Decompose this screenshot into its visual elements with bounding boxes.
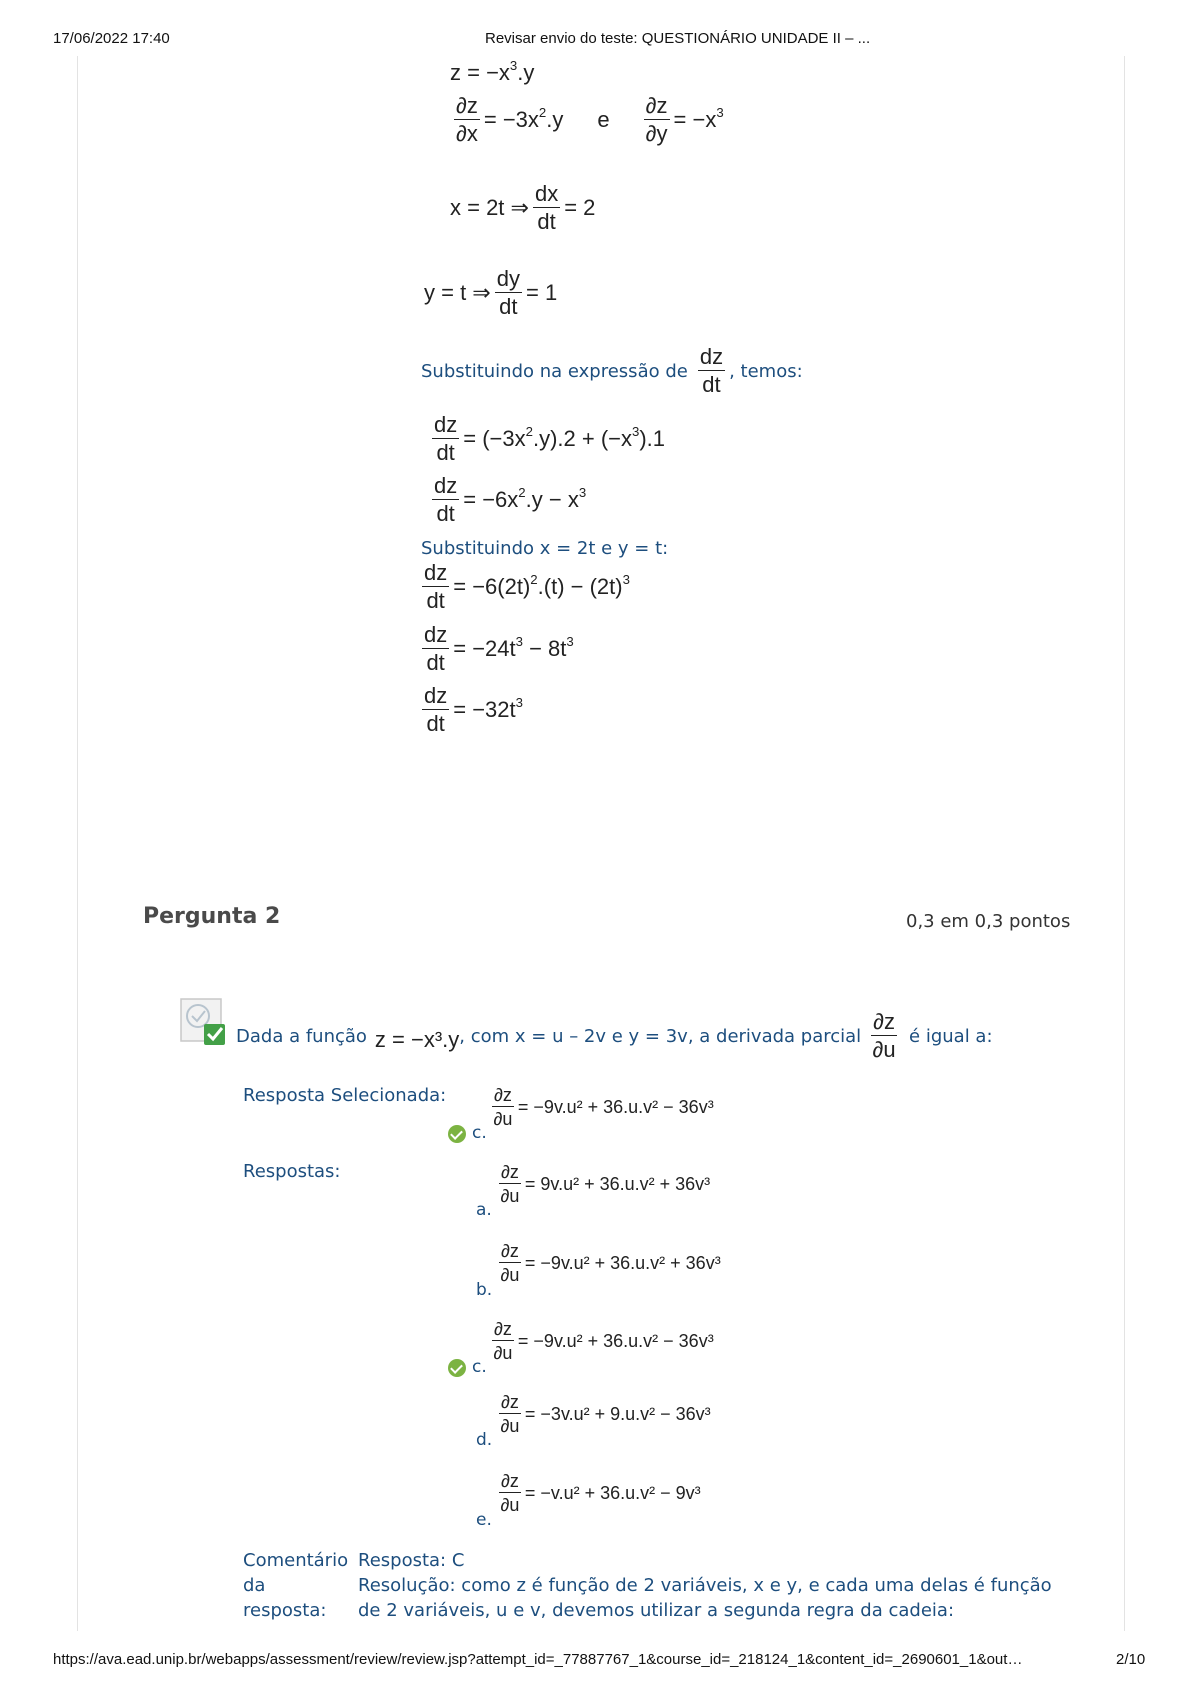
separator-e: e	[597, 107, 610, 132]
question-score: 0,3 em 0,3 pontos	[906, 911, 1071, 932]
answers-label: Respostas:	[243, 1161, 341, 1182]
math-dz-dt-1: $\frac{dz}{dt}$ = $(-3x^2.y).2 + (-x^3).1$	[434, 412, 666, 465]
footer-url: https://ava.ead.unip.br/webapps/assessment/review/review.jsp?attempt_id=_77887767_1&course_id=_218124_1&content_id=_2690601_1&out…	[53, 1651, 1023, 1668]
option-d-letter: d.	[476, 1430, 493, 1450]
math-partials: $\frac{\partial z}{\partial x}$ = $-3x^2.y$ e $\frac{\partial z}{\partial y}$ = $-x^3$	[456, 93, 724, 146]
comment-line3: de 2 variáveis, u e v, devemos utilizar a segunda regra da cadeia:	[358, 1600, 955, 1621]
math-z-def: $z = -x^3.y$	[450, 58, 535, 85]
footer-page-number: 2/10	[1116, 1651, 1146, 1668]
option-d-math: $\frac{\partial z}{\partial u}$ = −3v.u² + 9.u.v² − 36v³	[500, 1392, 711, 1436]
option-b-math: $\frac{\partial z}{\partial u}$ = −9v.u² + 36.u.v² + 36v³	[500, 1241, 721, 1285]
comment-line1: Resposta: C	[358, 1550, 465, 1571]
selected-answer-math: $\frac{\partial z}{\partial u}$ = −9v.u² + 36.u.v² − 36v³	[493, 1085, 714, 1129]
option-e-math: $\frac{\partial z}{\partial u}$ = −v.u² + 36.u.v² − 9v³	[500, 1471, 701, 1515]
math-dz-dt-5: $\frac{dz}{dt}$ = $-32t^3$	[424, 683, 523, 736]
comment-label-line3: resposta:	[243, 1600, 327, 1621]
comment-label-line1: Comentário	[243, 1550, 349, 1571]
question-title: Pergunta 2	[143, 904, 281, 929]
content-border-left	[77, 56, 78, 1631]
math-dz-dt-3: $\frac{dz}{dt}$ = $-6(2t)^2.(t) - (2t)^3$	[424, 560, 630, 613]
option-c-correct-check-icon	[448, 1359, 466, 1377]
correct-status-icon	[180, 998, 226, 1046]
selected-answer-label: Resposta Selecionada:	[243, 1085, 447, 1106]
content-border-right	[1124, 56, 1125, 1631]
prompt-function-math: z = −x³.y	[374, 1027, 460, 1052]
page-title: Revisar envio do teste: QUESTIONÁRIO UNIDADE II – ...	[485, 30, 871, 47]
selected-correct-check-icon	[448, 1125, 466, 1143]
option-e-letter: e.	[476, 1510, 492, 1530]
option-a-math: $\frac{\partial z}{\partial u}$ = 9v.u² + 36.u.v² + 36v³	[500, 1162, 711, 1206]
print-datetime: 17/06/2022 17:40	[53, 30, 170, 47]
comment-line2: Resolução: como z é função de 2 variáveis, x e y, e cada uma delas é função	[358, 1575, 1052, 1596]
option-a-letter: a.	[476, 1200, 492, 1220]
option-b-letter: b.	[476, 1280, 493, 1300]
text-substituindo-xy: Substituindo x = 2t e y = t:	[421, 538, 669, 559]
option-c-letter: c.	[472, 1357, 487, 1377]
question-prompt: Dada a função z = −x³.y , com x = u – 2v e y = 3v, a derivada parcial $\frac{\partial z}{\partial u}$ é igual a:	[236, 1009, 993, 1062]
math-dz-dt-2: $\frac{dz}{dt}$ = $-6x^2.y - x^3$	[434, 473, 587, 526]
math-dz-dt-4: $\frac{dz}{dt}$ = $-24t^3 - 8t^3$	[424, 622, 574, 675]
math-dx-dt: x = 2t ⇒ $\frac{dx}{dt}$ = 2	[450, 181, 596, 234]
text-substituindo-expressao: Substituindo na expressão de $\frac{dz}{dt}$ , temos:	[421, 344, 803, 397]
math-dy-dt: y = t ⇒ $\frac{dy}{dt}$ = 1	[424, 266, 558, 319]
comment-label-line2: da	[243, 1575, 266, 1596]
option-c-math: $\frac{\partial z}{\partial u}$ = −9v.u² + 36.u.v² − 36v³	[493, 1319, 714, 1363]
selected-answer-letter: c.	[472, 1123, 487, 1143]
